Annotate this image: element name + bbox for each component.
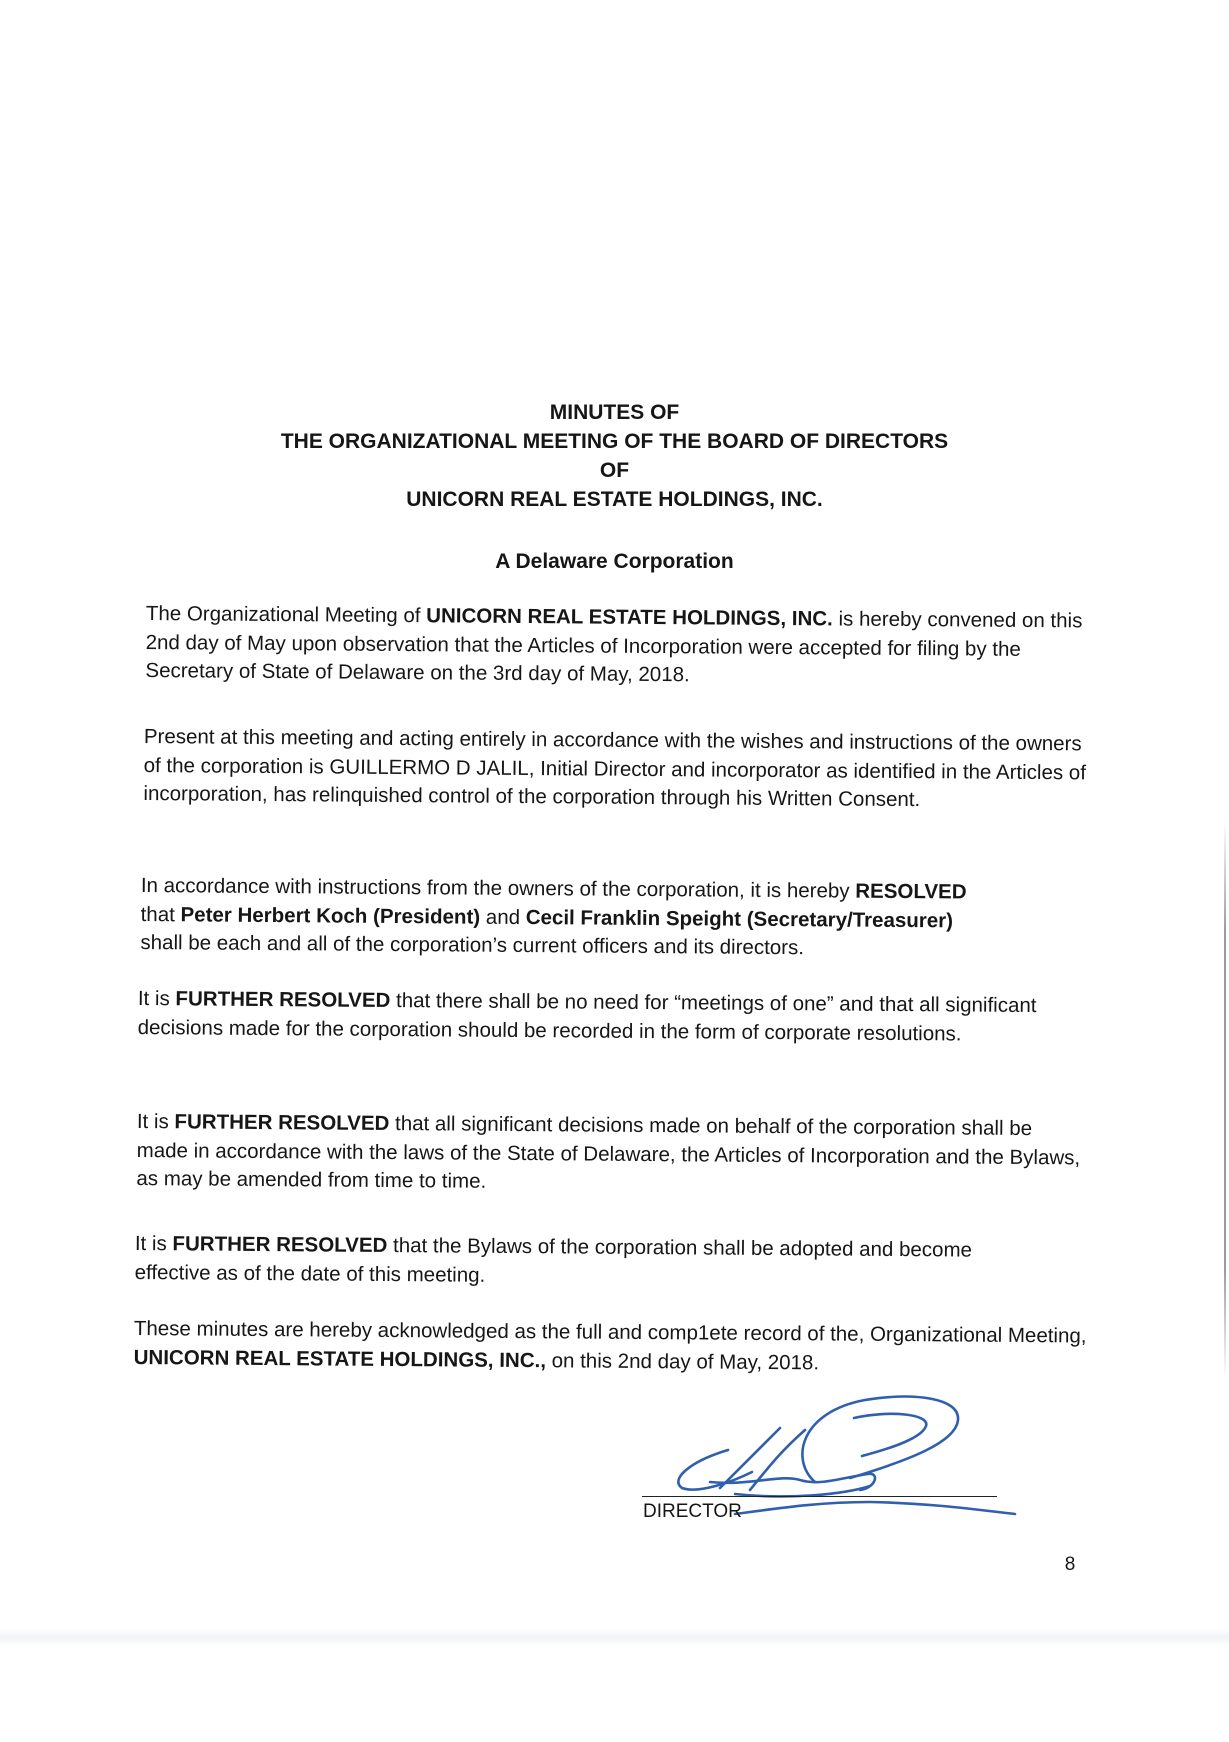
signature-stroke-flourish — [735, 1502, 1015, 1514]
paragraph-further-resolved-bylaws — [135, 1230, 1035, 1294]
p6-text-c: that the Bylaws of the corporation shall be adopted and become effective as of the date of this meeting. — [134, 1233, 973, 1287]
p3-text-c: that — [140, 902, 181, 926]
p2-text: Present at this meeting and acting entirely in accordance with the wishes and instructions of the owners of the corporation is GUILLERMO D JALIL, Initial Director and incorporator as identified in the Articles of incorporation, has relinquished control of the corporation through his Written Consent. — [143, 724, 1087, 812]
paragraph-present — [143, 723, 1094, 816]
p1-text-a: The Organizational Meeting of — [145, 601, 427, 628]
p4-text-c: that there shall be no need for “meetings of one” and that all significant decisions made for the corporation should be recorded in the form of corporate resolutions. — [137, 988, 1037, 1045]
paragraph-resolved-officers — [140, 872, 1001, 964]
p7-text-a: These minutes are hereby acknowledged as the full and comp1ete record of the, Organizational Meeting, — [133, 1316, 1087, 1348]
paragraph-convening — [145, 600, 1096, 693]
signature-line — [642, 1496, 997, 1497]
title-line-3: OF — [599, 459, 630, 482]
p6-text-a: It is — [134, 1231, 173, 1256]
signature-stroke-body — [710, 1474, 875, 1490]
paragraph-acknowledgement — [134, 1315, 1104, 1380]
p1-text-c: is hereby convened on this 2nd day of May upon observation that the Articles of Incorporation were accepted for filing by the Secretary of State of Delaware on the 3rd day of May, 2018. — [145, 607, 1083, 687]
p3-text-g: shall be each and all of the corporation’s current officers and its directors. — [140, 930, 805, 960]
p3-text-a: In accordance with instructions from the owners of the corporation, it is hereby — [140, 873, 856, 903]
signature-stroke-tail — [735, 1486, 870, 1496]
document-title — [0, 398, 1229, 514]
p7-company-name: UNICORN REAL ESTATE HOLDINGS, INC., — [133, 1345, 547, 1372]
title-line-1: MINUTES OF — [549, 401, 680, 424]
p5-text-c: that all significant decisions made on behalf of the corporation shall be made in accordance with the laws of the State of Delaware, the Articles of Incorporation and the Bylaws, as may be amended from time to time. — [136, 1111, 1081, 1193]
p1-company-name: UNICORN REAL ESTATE HOLDINGS, INC. — [426, 604, 833, 631]
signature-label: DIRECTOR — [643, 1501, 742, 1522]
scan-artifact-band — [0, 1628, 1229, 1646]
p3-resolved: RESOLVED — [855, 879, 967, 904]
p6-further-resolved: FURTHER RESOLVED — [172, 1232, 388, 1257]
document-subtitle: A Delaware Corporation — [495, 550, 734, 573]
p5-further-resolved: FURTHER RESOLVED — [174, 1110, 390, 1135]
p3-president-name: Peter Herbert Koch (President) — [180, 902, 481, 929]
paragraph-further-resolved-meetings — [138, 985, 1068, 1049]
p7-text-c: on this 2nd day of May, 2018. — [545, 1348, 820, 1374]
title-line-4: UNICORN REAL ESTATE HOLDINGS, INC. — [406, 488, 823, 511]
signature-stroke-loop — [802, 1397, 958, 1482]
title-line-2: THE ORGANIZATIONAL MEETING OF THE BOARD OF DIRECTORS — [280, 430, 949, 453]
signature-stroke-inner — [854, 1414, 926, 1456]
scan-edge-shadow — [1224, 820, 1226, 1380]
p5-text-a: It is — [136, 1109, 175, 1134]
p3-text-e: and — [480, 905, 526, 929]
paragraph-further-resolved-laws — [136, 1108, 1087, 1201]
p3-secretary-name: Cecil Franklin Speight (Secretary/Treasurer) — [525, 905, 954, 932]
p4-further-resolved: FURTHER RESOLVED — [175, 987, 391, 1012]
p4-text-a: It is — [137, 986, 176, 1011]
page-number: 8 — [1064, 1554, 1076, 1575]
